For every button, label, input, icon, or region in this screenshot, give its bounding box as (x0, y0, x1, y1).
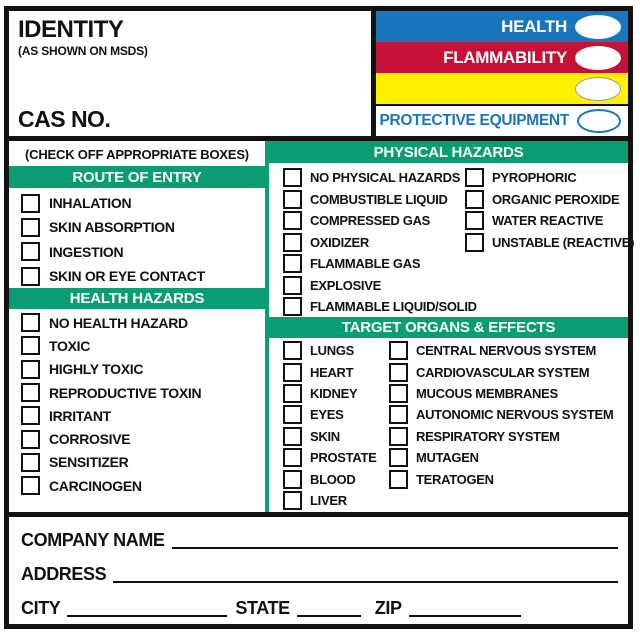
left-column (9, 141, 265, 512)
checkbox[interactable] (21, 476, 40, 495)
route-of-entry-list (21, 191, 261, 288)
flammability-rating-oval[interactable] (575, 46, 621, 70)
checkbox[interactable] (283, 427, 302, 446)
checkbox-item-oxidizer (283, 232, 465, 254)
checkbox[interactable] (465, 211, 484, 230)
right-column (269, 141, 635, 512)
checkbox-label: HIGHLY TOXIC (49, 361, 144, 378)
checkbox[interactable] (283, 190, 302, 209)
checkbox[interactable] (283, 470, 302, 489)
checkbox-label: IRRITANT (49, 407, 111, 424)
checkbox[interactable] (21, 360, 40, 379)
checkbox[interactable] (465, 190, 484, 209)
checkbox-label: MUCOUS MEMBRANES (416, 385, 558, 401)
rating-bars (376, 11, 628, 141)
checkbox-item-inhalation (21, 191, 261, 215)
checkbox-label: WATER REACTIVE (492, 213, 604, 229)
checkbox-item-skin (283, 426, 389, 447)
protective-equipment-label: PROTECTIVE EQUIPMENT (379, 112, 569, 129)
checkbox-label: BLOOD (310, 471, 356, 487)
checkbox-label: FLAMMABLE LIQUID/SOLID (310, 299, 477, 315)
physical-hazards-list (283, 167, 635, 318)
target-organs-header: TARGET ORGANS & EFFECTS (269, 317, 628, 338)
checkbox-label: TERATOGEN (416, 471, 494, 487)
checkbox[interactable] (21, 383, 40, 402)
checkbox-label: TOXIC (49, 337, 91, 354)
checkbox[interactable] (389, 470, 408, 489)
health-rating-oval[interactable] (575, 15, 621, 39)
checkbox[interactable] (283, 448, 302, 467)
checkbox-label: PYROPHORIC (492, 170, 577, 186)
checkbox-item-ingestion (21, 240, 261, 264)
checkbox-item-autonomic-nervous-system (389, 404, 626, 425)
checkbox-item-no-physical-hazards (283, 167, 465, 189)
checkbox[interactable] (283, 491, 302, 510)
checkbox-label: KIDNEY (310, 385, 358, 401)
identity-field[interactable] (18, 57, 361, 105)
checkbox-label: EXPLOSIVE (310, 277, 381, 293)
checkbox[interactable] (21, 242, 40, 261)
checkbox-item-unstable-reactive (465, 232, 634, 254)
health-hazards-header: HEALTH HAZARDS (9, 288, 265, 309)
checkbox-item-water-reactive (465, 210, 634, 232)
checkbox[interactable] (21, 336, 40, 355)
checkbox-label: INHALATION (49, 195, 132, 212)
footer-form (9, 517, 628, 624)
checkbox[interactable] (283, 297, 302, 316)
checkbox[interactable] (465, 233, 484, 252)
protective-equipment-oval[interactable] (577, 109, 621, 133)
identity-box (9, 11, 376, 141)
checkbox-label: UNSTABLE (REACTIVE) (492, 234, 635, 250)
checkbox-item-corrosive (21, 427, 261, 450)
city-label: CITY (21, 598, 61, 618)
checkbox[interactable] (389, 405, 408, 424)
target-organs-list (283, 340, 626, 511)
checkbox[interactable] (283, 384, 302, 403)
checkbox-label: RESPIRATORY SYSTEM (416, 428, 560, 444)
checkbox[interactable] (283, 211, 302, 230)
checkbox-label: SKIN OR EYE CONTACT (49, 268, 205, 285)
checkbox-item-teratogen (389, 468, 626, 489)
checkbox-item-kidney (283, 383, 389, 404)
checkbox-item-respiratory-system (389, 426, 626, 447)
checkbox[interactable] (283, 363, 302, 382)
city-state-zip-row (21, 593, 618, 617)
checkbox-label: PROSTATE (310, 450, 377, 466)
checkbox[interactable] (21, 406, 40, 425)
checkbox-item-central-nervous-system (389, 340, 626, 361)
checkbox-item-mutagen (389, 447, 626, 468)
checkbox[interactable] (283, 168, 302, 187)
checkbox[interactable] (21, 218, 40, 237)
checkbox-label: OXIDIZER (310, 234, 369, 250)
checkbox-item-pyrophoric (465, 167, 634, 189)
checkbox-label: HEART (310, 364, 354, 380)
checkbox-item-no-health-hazard (21, 311, 261, 334)
reactivity-bar (376, 73, 628, 104)
protective-equipment-bar (376, 104, 628, 136)
checkbox[interactable] (283, 276, 302, 295)
checkbox[interactable] (283, 341, 302, 360)
checkbox-label: ORGANIC PEROXIDE (492, 191, 620, 207)
checkbox-item-sensitizer (21, 451, 261, 474)
checkbox-label: SKIN (310, 428, 340, 444)
hazard-label (4, 6, 633, 629)
address-label: ADDRESS (21, 564, 107, 584)
checkbox-item-mucous-membranes (389, 383, 626, 404)
checkbox[interactable] (21, 430, 40, 449)
checkbox-label: AUTONOMIC NERVOUS SYSTEM (416, 407, 614, 423)
identity-subtitle: (AS SHOWN ON MSDS) (18, 44, 148, 58)
checkbox-item-organic-peroxide (465, 189, 634, 211)
checkbox[interactable] (465, 168, 484, 187)
checkbox-item-flammable-gas (283, 253, 465, 275)
identity-title: IDENTITY (18, 16, 124, 43)
checkbox-item-highly-toxic (21, 358, 261, 381)
physical-hazards-header: PHYSICAL HAZARDS (269, 141, 628, 163)
route-of-entry-header: ROUTE OF ENTRY (9, 166, 265, 188)
checkbox-label: CORROSIVE (49, 431, 131, 448)
checkbox-item-lungs (283, 340, 389, 361)
checkbox-item-skin-absorption (21, 215, 261, 239)
checkbox[interactable] (283, 254, 302, 273)
check-off-note: (CHECK OFF APPROPRIATE BOXES) (25, 147, 249, 162)
address-field[interactable] (113, 559, 618, 583)
health-hazards-list (21, 311, 261, 497)
checkbox[interactable] (21, 313, 40, 332)
checkbox-item-irritant (21, 404, 261, 427)
checkbox[interactable] (21, 267, 40, 286)
checkbox-label: SENSITIZER (49, 454, 129, 471)
checkbox-item-skin-or-eye-contact (21, 264, 261, 288)
checkbox[interactable] (21, 453, 40, 472)
zip-label: ZIP (374, 598, 402, 618)
checkbox-item-flammable-liquid-solid (283, 296, 477, 318)
checkbox-label: FLAMMABLE GAS (310, 256, 421, 272)
reactivity-rating-oval[interactable] (575, 77, 621, 101)
checkbox-item-compressed-gas (283, 210, 465, 232)
checkbox[interactable] (283, 405, 302, 424)
checkbox-label: CARCINOGEN (49, 477, 142, 494)
state-label: STATE (235, 598, 290, 618)
checkbox[interactable] (389, 341, 408, 360)
checkbox-item-explosive (283, 275, 465, 297)
checkbox-item-heart (283, 361, 389, 382)
checkbox-label: CARDIOVASCULAR SYSTEM (416, 364, 590, 380)
checkbox-item-toxic (21, 334, 261, 357)
checkbox[interactable] (389, 427, 408, 446)
checkbox-label: COMPRESSED GAS (310, 213, 431, 229)
cas-label: CAS NO. (18, 106, 111, 132)
checkbox-label: NO HEALTH HAZARD (49, 314, 188, 331)
checkbox-label: NO PHYSICAL HAZARDS (310, 170, 461, 186)
health-label: HEALTH (501, 16, 567, 36)
checkbox-label: INGESTION (49, 243, 124, 260)
checkbox-item-reproductive-toxin (21, 381, 261, 404)
state-field[interactable] (297, 593, 361, 617)
checkbox-label: LIVER (310, 492, 347, 508)
address-row (21, 559, 618, 583)
checkbox-label: CENTRAL NERVOUS SYSTEM (416, 343, 597, 359)
company-name-label: COMPANY NAME (21, 530, 165, 550)
checkbox[interactable] (389, 363, 408, 382)
company-name-field[interactable] (172, 525, 618, 549)
checkbox-item-prostate (283, 447, 389, 468)
checkbox[interactable] (21, 194, 40, 213)
checkbox-item-cardiovascular-system (389, 361, 626, 382)
flammability-label: FLAMMABILITY (443, 47, 567, 67)
checkbox[interactable] (389, 384, 408, 403)
company-name-row (21, 525, 618, 549)
checkbox-item-combustible-liquid (283, 189, 465, 211)
city-field[interactable] (67, 593, 227, 617)
checkbox[interactable] (389, 448, 408, 467)
flammability-bar (376, 42, 628, 73)
zip-field[interactable] (409, 593, 521, 617)
checkbox-item-eyes (283, 404, 389, 425)
checkbox-label: EYES (310, 407, 344, 423)
checkbox-item-blood (283, 468, 389, 489)
checkbox[interactable] (283, 233, 302, 252)
checkbox-label: SKIN ABSORPTION (49, 219, 175, 236)
checkbox-item-liver (283, 490, 389, 511)
checkbox-label: REPRODUCTIVE TOXIN (49, 384, 202, 401)
checkbox-item-carcinogen (21, 474, 261, 497)
checkbox-label: COMBUSTIBLE LIQUID (310, 191, 448, 207)
checkbox-label: LUNGS (310, 343, 355, 359)
health-bar (376, 11, 628, 42)
checkbox-label: MUTAGEN (416, 450, 479, 466)
cas-field[interactable] (110, 107, 361, 131)
